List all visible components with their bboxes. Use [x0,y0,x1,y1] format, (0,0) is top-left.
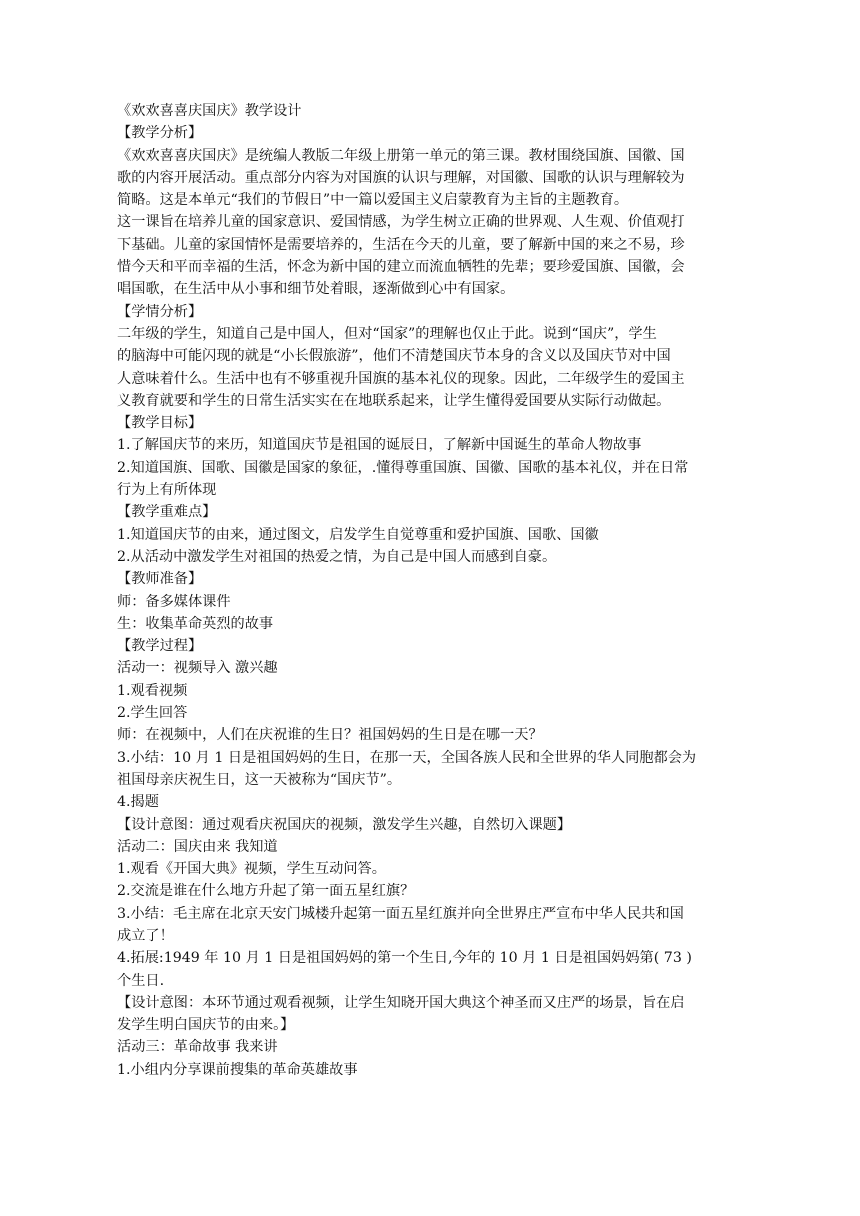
section-heading-teaching-goals: 【教学目标】 [117,415,203,432]
design-intent: 【设计意图：通过观看庆祝国庆的视频，激发学生兴趣，自然切入课题】 [117,816,572,833]
design-intent: 【设计意图：本环节通过观看视频，让学生知晓开国大典这个神圣而又庄严的场景，旨在启 [117,994,685,1011]
paragraph-line: 人意味着什么。生活中也有不够重视升国旗的基本礼仪的现象。因此，二年级学生的爱国主 [117,370,685,387]
paragraph-line: 唱国歌，在生活中从小事和细节处着眼，逐渐做到心中有国家。 [117,281,515,298]
paragraph-line: 义教育就要和学生的日常生活实实在在地联系起来，让学生懂得爱国要从实际行动做起。 [117,392,671,409]
paragraph-line: 二年级的学生，知道自己是中国人，但对“国家”的理解也仅止于此。说到“国庆”，学生 [117,325,657,342]
list-item: 4.揭题 [117,794,159,811]
activity-heading: 活动一：视频导入 激兴趣 [117,660,278,677]
list-item: 3.小结：10 月 1 日是祖国妈妈的生日，在那一天，全国各族人民和全世界的华人同胞都会为 [117,749,697,766]
list-item: 1.观看《开国大典》视频，学生互动问答。 [117,861,386,878]
section-heading-key-points: 【教学重难点】 [117,504,217,521]
section-heading-teaching-process: 【教学过程】 [117,638,203,655]
paragraph-line: 歌的内容开展活动。重点部分内容为对国旗的认识与理解，对国徽、国歌的认识与理解较为 [117,169,685,186]
paragraph-line: 《欢欢喜喜庆国庆》是统编人教版二年级上册第一单元的第三课。教材围绕国旗、国徽、国 [117,147,685,164]
paragraph-line: 个生日. [117,972,165,989]
list-item: 2.知道国旗、国歌、国徽是国家的象征，.懂得尊重国旗、国徽、国歌的基本礼仪，并在日常 [117,459,689,476]
list-item: 师：备多媒体课件 [117,593,231,610]
design-intent: 发学生明白国庆节的由来。】 [117,1017,295,1034]
paragraph-line: 成立了！ [117,927,174,944]
list-item: 1.知道国庆节的由来，通过图文，启发学生自觉尊重和爱护国旗、国歌、国徽 [117,526,599,543]
paragraph-line: 惜今天和平而幸福的生活，怀念为新中国的建立而流血牺牲的先辈；要珍爱国旗、国徽，会 [117,259,685,276]
list-item: 行为上有所体现 [117,482,217,499]
activity-heading: 活动三：革命故事 我来讲 [117,1039,278,1056]
list-item: 3.小结：毛主席在北京天安门城楼升起第一面五星红旗并向全世界庄严宣布中华人民共和国 [117,905,684,922]
paragraph-line: 这一课旨在培养儿童的国家意识、爱国情感，为学生树立正确的世界观、人生观、价值观打 [117,214,685,231]
list-item: 2.从活动中激发学生对祖国的热爱之情，为自己是中国人而感到自豪。 [117,548,557,565]
section-heading-student-analysis: 【学情分析】 [117,303,203,320]
activity-heading: 活动二：国庆由来 我知道 [117,838,278,855]
paragraph-line: 祖国母亲庆祝生日，这一天被称为“国庆节”。 [117,771,402,788]
document-title: 《欢欢喜喜庆国庆》教学设计 [117,103,302,119]
section-heading-teacher-prep: 【教师准备】 [117,571,203,588]
list-item: 1.小组内分享课前搜集的革命英雄故事 [117,1061,358,1078]
list-item: 1.观看视频 [117,682,188,699]
list-item: 2.学生回答 [117,705,188,722]
paragraph-line: 师：在视频中，人们在庆祝谁的生日？祖国妈妈的生日是在哪一天？ [117,727,543,744]
list-item: 2.交流是谁在什么地方升起了第一面五星红旗？ [117,883,415,900]
paragraph-line: 简略。这是本单元“我们的节假日”中一篇以爱国主义启蒙教育为主旨的主题教育。 [117,192,629,209]
paragraph-line: 下基础。儿童的家国情怀是需要培养的，生活在今天的儿童，要了解新中国的来之不易，珍 [117,236,685,253]
paragraph-line: 的脑海中可能闪现的就是“小长假旅游”，他们不清楚国庆节本身的含义以及国庆节对中国 [117,348,671,365]
list-item: 4.拓展:1949 年 10 月 1 日是祖国妈妈的第一个生日,今年的 10 月 1 日是祖国妈妈第( 73 ) [117,950,692,967]
list-item: 1.了解国庆节的来历，知道国庆节是祖国的诞辰日，了解新中国诞生的革命人物故事 [117,437,642,454]
section-heading-teaching-analysis: 【教学分析】 [117,125,203,142]
document-page [117,100,737,1081]
list-item: 生：收集革命英烈的故事 [117,615,274,632]
